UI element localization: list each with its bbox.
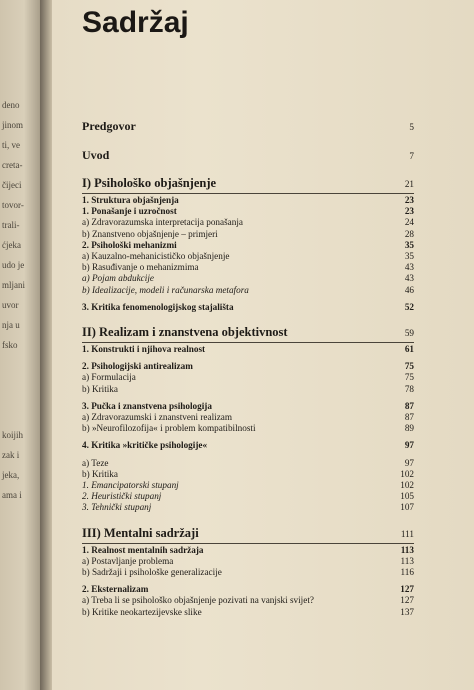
toc-page bbox=[52, 0, 474, 690]
left-page-fragment: creta- bbox=[2, 160, 23, 170]
left-page-fragment: ti, ve bbox=[2, 140, 20, 150]
toc-entry bbox=[82, 206, 414, 217]
toc-entry-label: a) Formulacija bbox=[82, 372, 136, 383]
toc-entry-page: 61 bbox=[404, 344, 414, 355]
toc-entry-label: 2. Psihološki mehanizmi bbox=[82, 239, 177, 250]
toc-entry bbox=[82, 217, 414, 228]
toc-entry-page: 43 bbox=[404, 262, 414, 273]
toc-entry-label: 3. Pučka i znanstvena psihologija bbox=[82, 400, 212, 411]
toc-entry bbox=[82, 361, 414, 372]
toc-entry-page: 28 bbox=[404, 228, 414, 239]
toc-entry bbox=[82, 325, 414, 341]
left-page-fragment: trali- bbox=[2, 220, 20, 230]
toc-entry-page: 46 bbox=[404, 284, 414, 295]
toc-entry-page: 113 bbox=[400, 544, 414, 555]
toc-entry-label: 2. Heuristički stupanj bbox=[82, 491, 162, 502]
toc-entry bbox=[82, 584, 414, 595]
toc-entry bbox=[82, 344, 414, 355]
left-page-fragment: zak i bbox=[2, 450, 20, 460]
left-page-fragment: deno bbox=[2, 100, 20, 110]
toc-entry bbox=[82, 251, 414, 262]
toc-entry bbox=[82, 556, 414, 567]
toc-entry bbox=[82, 372, 414, 383]
toc-entry-page: 116 bbox=[400, 567, 414, 578]
toc-entry-label: b) Rasuđivanje o mehanizmima bbox=[82, 262, 199, 273]
toc-entry bbox=[82, 412, 414, 423]
toc-entry-page: 23 bbox=[404, 206, 414, 217]
toc-entry bbox=[82, 480, 414, 491]
toc-entry-page: 102 bbox=[400, 468, 414, 479]
left-page-fragment: nja u bbox=[2, 320, 20, 330]
section-rule bbox=[82, 342, 414, 343]
toc-entry-page: 7 bbox=[409, 151, 414, 161]
toc-entry-page: 127 bbox=[400, 584, 414, 595]
page-title: Sadržaj bbox=[82, 6, 189, 39]
toc-entry-page: 52 bbox=[404, 301, 414, 312]
toc-entry bbox=[82, 176, 414, 192]
toc-entry-page: 35 bbox=[404, 239, 414, 250]
toc-entry-label: 2. Psihologijski antirealizam bbox=[82, 361, 193, 372]
toc-entry-label: Uvod bbox=[82, 148, 110, 162]
left-page-fragment: koijih bbox=[2, 430, 24, 440]
toc-entry-page: 89 bbox=[404, 423, 414, 434]
left-page-fragment: tovor- bbox=[2, 200, 24, 210]
toc-entry-page: 87 bbox=[404, 412, 414, 423]
book-gutter bbox=[40, 0, 52, 690]
toc-entry-label: a) Zdravorazumska interpretacija ponašanja bbox=[82, 217, 243, 228]
toc-entry-page: 127 bbox=[400, 595, 414, 606]
toc-entry-label: 1. Konstrukti i njihova realnost bbox=[82, 344, 206, 355]
left-page-fragment: ama i bbox=[2, 490, 22, 500]
left-page-fragment: ćjeka bbox=[2, 240, 21, 250]
toc-entry-page: 107 bbox=[400, 502, 414, 513]
left-page-fragment: jeka, bbox=[2, 470, 20, 480]
toc-entry-label: 2. Eksternalizam bbox=[82, 584, 149, 595]
left-page-fragment: udo je bbox=[2, 260, 25, 270]
toc-entry bbox=[82, 118, 414, 135]
toc-entry-page: 43 bbox=[404, 273, 414, 284]
toc-entry-label: b) Kritika bbox=[82, 383, 118, 394]
toc-entry bbox=[82, 384, 414, 395]
toc-entry-label: a) Zdravorazumski i znanstveni realizam bbox=[82, 412, 232, 423]
toc-entry-label: b) Kritika bbox=[82, 468, 118, 479]
toc-entry bbox=[82, 229, 414, 240]
toc-entry bbox=[82, 567, 414, 578]
toc-entry bbox=[82, 195, 414, 206]
toc-entry-page: 87 bbox=[404, 400, 414, 411]
toc-entry-page: 105 bbox=[400, 491, 414, 502]
toc-entry bbox=[82, 469, 414, 480]
toc-entry bbox=[82, 147, 414, 164]
toc-entry-label: 1. Emancipatorski stupanj bbox=[82, 480, 179, 491]
toc-entry-label: a) Pojam abdukcije bbox=[82, 273, 154, 284]
toc-entry bbox=[82, 458, 414, 469]
toc-entry-label: 3. Kritika fenomenologijskog stajališta bbox=[82, 301, 234, 312]
section-rule bbox=[82, 193, 414, 194]
toc-entry-label: a) Kauzalno-mehanicističko objašnjenje bbox=[82, 251, 230, 262]
toc-entry-label: a) Treba li se psihološko objašnjenje pozivati na vanjski svijet? bbox=[82, 595, 314, 606]
toc-entry-page: 137 bbox=[400, 606, 414, 617]
toc-entry-label: III) Mentalni sadržaji bbox=[82, 525, 199, 540]
toc-entry-label: b) Sadržaji i psihološke generalizacije bbox=[82, 567, 222, 578]
toc-entry bbox=[82, 302, 414, 313]
toc-entry-label: b) »Neurofilozofija« i problem kompatibilnosti bbox=[82, 423, 256, 434]
toc-entry-page: 102 bbox=[400, 480, 414, 491]
left-page-edge bbox=[0, 0, 40, 690]
toc-entry bbox=[82, 401, 414, 412]
toc-entry-page: 111 bbox=[400, 528, 414, 539]
toc-entry-page: 75 bbox=[404, 361, 414, 372]
toc-entry bbox=[82, 240, 414, 251]
toc-entry-page: 59 bbox=[404, 328, 414, 339]
toc-entry-page: 21 bbox=[404, 179, 414, 189]
toc-entry bbox=[82, 262, 414, 273]
toc-entry-page: 78 bbox=[404, 383, 414, 394]
left-page-fragment: jinom bbox=[2, 120, 24, 130]
table-of-contents bbox=[82, 118, 414, 618]
toc-entry-page: 24 bbox=[404, 217, 414, 228]
toc-entry-label: II) Realizam i znanstvena objektivnost bbox=[82, 325, 288, 340]
toc-entry bbox=[82, 545, 414, 556]
toc-entry bbox=[82, 526, 414, 542]
toc-entry-page: 113 bbox=[400, 555, 414, 566]
left-page-fragment: fsko bbox=[2, 340, 18, 350]
left-page-fragment: čijeci bbox=[2, 180, 22, 190]
toc-entry-label: 1. Ponašanje i uzročnost bbox=[82, 206, 177, 217]
toc-entry-label: b) Znanstveno objašnjenje – primjeri bbox=[82, 228, 218, 239]
toc-entry-label: a) Postavljanje problema bbox=[82, 555, 174, 566]
toc-entry bbox=[82, 440, 414, 451]
toc-entry-label: 1. Struktura objašnjenja bbox=[82, 195, 179, 205]
left-page-fragment: uvor bbox=[2, 300, 19, 310]
toc-entry-label: I) Psihološko objašnjenje bbox=[82, 176, 217, 190]
left-page-fragment: mljani bbox=[2, 280, 25, 290]
toc-entry-label: 4. Kritika »kritičke psihologije« bbox=[82, 440, 208, 451]
toc-entry-label: 3. Tehnički stupanj bbox=[82, 502, 152, 513]
toc-entry-label: Predgovor bbox=[82, 119, 136, 133]
toc-entry-label: 1. Realnost mentalnih sadržaja bbox=[82, 544, 204, 555]
toc-entry bbox=[82, 502, 414, 513]
toc-entry bbox=[82, 491, 414, 502]
toc-entry bbox=[82, 607, 414, 618]
toc-entry bbox=[82, 273, 414, 284]
toc-entry-label: b) Kritike neokartezijevske slike bbox=[82, 606, 202, 617]
toc-entry-page: 97 bbox=[404, 440, 414, 451]
toc-entry-page: 75 bbox=[404, 372, 414, 383]
toc-entry-page: 23 bbox=[404, 195, 414, 205]
toc-entry-page: 97 bbox=[404, 457, 414, 468]
toc-entry bbox=[82, 595, 414, 606]
toc-entry-label: b) Idealizacije, modeli i računarska metafora bbox=[82, 284, 249, 295]
toc-entry bbox=[82, 423, 414, 434]
toc-entry-page: 5 bbox=[409, 122, 414, 132]
toc-entry-label: a) Teze bbox=[82, 457, 109, 468]
toc-entry-page: 35 bbox=[404, 251, 414, 262]
toc-entry bbox=[82, 285, 414, 296]
section-rule bbox=[82, 543, 414, 544]
